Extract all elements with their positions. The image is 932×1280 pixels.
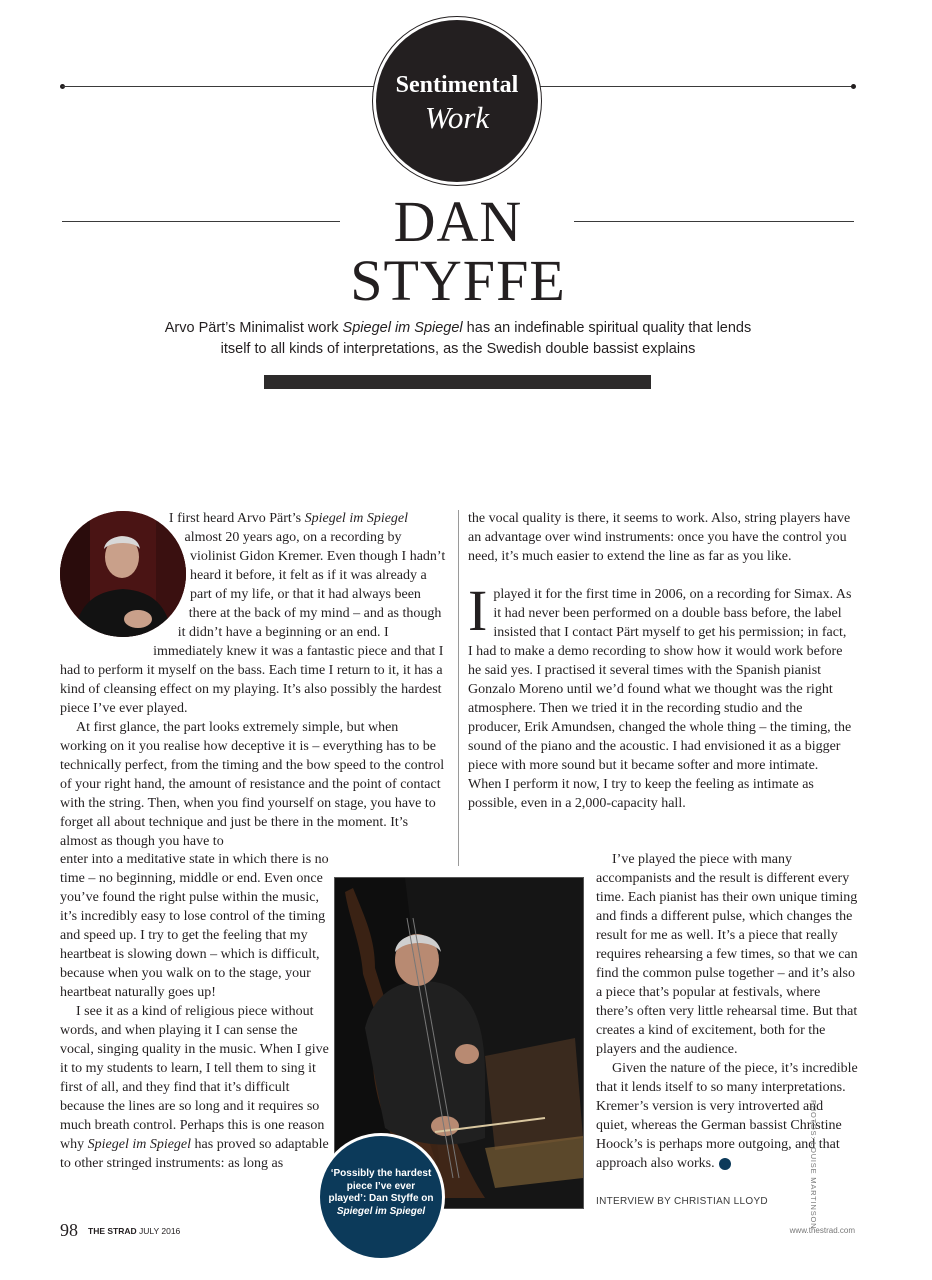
photo-credit: PHOTOS: LOUISE MARTINSON	[809, 1100, 818, 1230]
column-divider	[458, 510, 459, 866]
standfirst	[150, 318, 766, 360]
paragraph-6	[596, 1059, 858, 1173]
standfirst-work-title: Spiegel im Spiegel	[342, 320, 463, 336]
magazine-folio	[88, 1226, 180, 1236]
issue-date: JULY 2016	[139, 1226, 181, 1236]
headline-last-name: STYFFE	[350, 248, 566, 313]
interview-credit: INTERVIEW BY CHRISTIAN LLOYD	[596, 1196, 768, 1207]
paragraph-text: almost 20 years ago, on a recording by violinist Gidon Kremer. Even though I hadn’t heard it before, it felt as if it was already a part of my life, or that it had always been there at the back of my mind – and as though it didn’t have a beginning or an end. I immediately knew it was a fantastic piece and that I had to perform it myself on the bass. Each time I return to it, it has a kind of cleansing effect on my playing. It’s also possibly the hardest piece I’ve ever played.	[60, 530, 446, 716]
page-number: 98	[60, 1220, 78, 1240]
caption-text	[328, 1168, 434, 1218]
magazine-name: THE STRAD	[88, 1226, 137, 1236]
decorative-bar	[264, 375, 651, 389]
standfirst-text: has an indefinable spiritual quality that lends itself to all kinds of interpretations, as the Swedish double bassist explains	[220, 320, 752, 357]
paragraph-text: played it for the first time in 2006, on a recording for Simax. As it had never been performed on a double bass before, the label insisted that I contact Pärt myself to get his permission; in fact, I had to make a demo recording to show how it would work before he said yes. I practised it several times with the Spanish pianist Gonzalo Moreno until we’d found what we thought was the right atmosphere. Then we tried it in the recording studio and the producer, Erik Amundsen, changed the whole thing – the timing, the sound of the piano and the acoustic. I had envisioned it as a bigger piece with more sound but it became softer and more intimate. When I perform it now, I try to keep the feeling as intimate as possible, even in a 2,000-capacity hall.	[468, 587, 852, 811]
badge-subtitle: Work	[424, 100, 490, 135]
article-column-1-bottom	[60, 850, 332, 1173]
section-badge	[376, 20, 538, 182]
paragraph-4	[468, 578, 854, 813]
article-column-2-bottom	[596, 850, 858, 1173]
paragraph-3-continued: the vocal quality is there, it seems to work. Also, string players have an advantage over wind instruments: once you have the control you need, it’s much easier to extend the line as far as you like.	[468, 511, 851, 564]
paragraph-text: I see it as a kind of religious piece without words, and when playing it I can sense the vocal, singing quality in the music. When I give it to my students to learn, I tell them to sing it first of all, and they find that it’s difficult because the lines are so long and it requires so much breath control. Perhaps this is one reason why	[60, 1004, 329, 1152]
paragraph-2: At first glance, the part looks extremely simple, but when working on it you realise how deceptive it is – everything has to be technically perfect, from the timing and the bow speed to the control of your right hand, the amount of resistance and the point of contact with the string. Then, when you find yourself on stage, you have to forget all about technique and just be there in the moment. It’s almost as though you have to	[60, 720, 445, 849]
header-rule-right	[538, 86, 854, 87]
paragraph-3	[60, 1002, 332, 1173]
standfirst-text: Arvo Pärt’s Minimalist work	[164, 320, 343, 336]
caption-quote: ‘Possibly the hardest piece I’ve ever played’: Dan Styffe on	[328, 1168, 434, 1204]
drop-cap: I	[468, 578, 488, 643]
badge-title: Sentimental	[395, 72, 519, 98]
portrait-spacer	[58, 509, 190, 651]
paragraph-text: Given the nature of the piece, it’s incredible that it lends itself to so many interpretations. Kremer’s version is very introverted and quiet, whereas the German bassist Christine Hoock’s is perhaps more outgoing, and that approach also works.	[596, 1061, 858, 1171]
paragraph-5: I’ve played the piece with many accompanists and the result is different every time. Each pianist has their own unique timing and finds a different pulse, which changes the result for me as well. It’s a piece that really requires rehearsing a few times, so that we can find the common pulse together – and it’s also a piece that’s popular at festivals, where there’s often very little rehearsal time. But that creates a kind of excitement, both for the players and the audience.	[596, 852, 858, 1057]
article-column-1-top	[60, 509, 448, 851]
work-title: Spiegel im Spiegel	[304, 511, 409, 526]
paragraph-text: has proved so adaptable to other stringed instruments: as long as	[60, 1137, 329, 1171]
paragraph-2-continued: enter into a meditative state in which there is no time – no beginning, middle or end. Even once you’ve found the right pulse within the music, it’s incredibly easy to lose control of the timing and speed up. I try to get the feeling that my heartbeat is slowing down – which is difficult, because when you walk on to the stage, your heartbeat naturally goes up!	[60, 852, 329, 1000]
rule-end-dot	[851, 84, 856, 89]
paragraph-text: I first heard Arvo Pärt’s	[168, 511, 305, 526]
article-column-2-top	[468, 509, 854, 813]
photo-caption	[320, 1136, 442, 1258]
header-rule-left	[62, 86, 376, 87]
work-title: Spiegel im Spiegel	[87, 1137, 192, 1152]
end-of-article-icon	[719, 1158, 731, 1170]
caption-work-title: Spiegel im Spiegel	[336, 1205, 426, 1217]
headline-first-name: DAN	[393, 189, 523, 254]
website-url: www.thestrad.com	[789, 1226, 855, 1235]
